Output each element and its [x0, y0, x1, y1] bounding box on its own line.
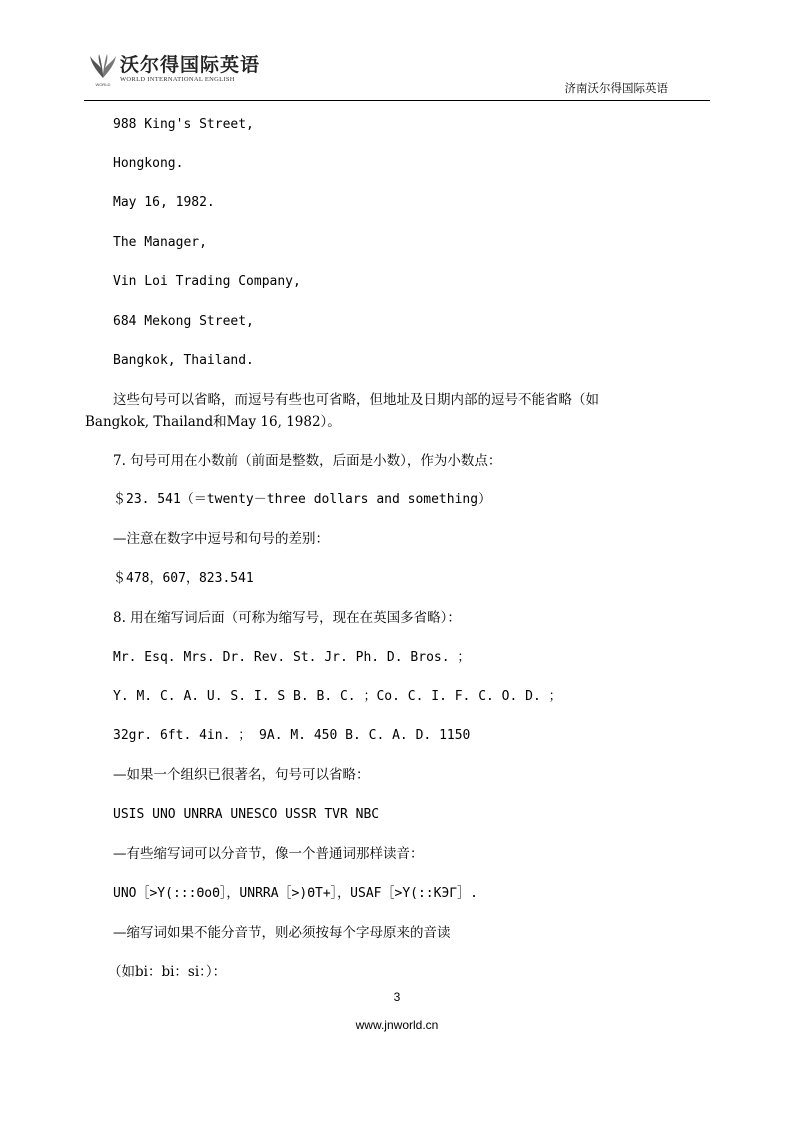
abbreviation-list-1: Mr. Esq. Mrs. Dr. Rev. St. Jr. Ph. D. Bros. ； [113, 650, 471, 665]
abbreviation-list-3: 32gr. 6ft. 4in. ； 9A. M. 450 B. C. A. D. 1150 [113, 728, 471, 743]
rule-7-note: —注意在数字中逗号和句号的差别： [113, 531, 329, 547]
footer-url: www.jnworld.cn [355, 1018, 439, 1032]
recipient-street: 684 Mekong Street, [113, 314, 254, 329]
phonetic-examples: UNO［>Y(:::ΘoΘ］，UNRRA［>)ΘT+］，USAF［>Y(::KЭΓ］. [113, 886, 478, 901]
organization-list: USIS UNO UNRRA UNESCO USSR TVR NBC [113, 807, 380, 822]
letter-date: May 16, 1982. [113, 195, 215, 210]
paragraph-note-line-2: Bangkok, Thailand和May 16, 1982）。 [85, 414, 341, 430]
address-line-2: Hongkong. [113, 156, 184, 171]
rule-7-example-2: ＄478，607，823.541 [113, 571, 254, 586]
logo-english-name: WORLD INTERNATIONAL ENGLISH [120, 76, 235, 83]
rule-8-note-c: —缩写词如果不能分音节，则必须按每个字母原来的音读 [113, 925, 451, 941]
recipient-company: Vin Loi Trading Company, [113, 274, 301, 289]
page-number: 3 [393, 990, 401, 1004]
abbreviation-list-2: Y. M. C. A. U. S. I. S B. B. C. ；Co. C. I. F. C. O. D. ； [113, 689, 562, 704]
wings-logo-icon [88, 52, 118, 88]
header-school-name: 济南沃尔得国际英语 [564, 81, 668, 95]
rule-8-note-d: （如bi：bi：si：）： [108, 964, 227, 980]
brand-logo [88, 52, 260, 92]
recipient-title: The Manager, [113, 235, 207, 250]
rule-8-note-b: —有些缩写词可以分音节，像一个普通词那样读音： [113, 846, 424, 862]
paragraph-note-line-1: 这些句号可以省略，而逗号有些也可省略，但地址及日期内部的逗号不能省略（如 [113, 392, 599, 408]
recipient-city: Bangkok, Thailand. [113, 353, 254, 368]
rule-8-heading: 8. 用在缩写词后面（可称为缩写号，现在在英国多省略）： [113, 610, 461, 626]
page-header [84, 52, 710, 101]
rule-7-example: ＄23. 541（＝twenty－three dollars and something） [113, 492, 492, 507]
logo-chinese-name: 沃尔得国际英语 [120, 54, 261, 76]
rule-7-heading: 7. 句号可用在小数前（前面是整数，后面是小数），作为小数点： [113, 453, 502, 469]
logo-mark-text: WORLD [95, 82, 111, 87]
address-line-1: 988 King's Street, [113, 117, 254, 132]
rule-8-note-a: —如果一个组织已很著名，句号可以省略： [113, 767, 370, 783]
